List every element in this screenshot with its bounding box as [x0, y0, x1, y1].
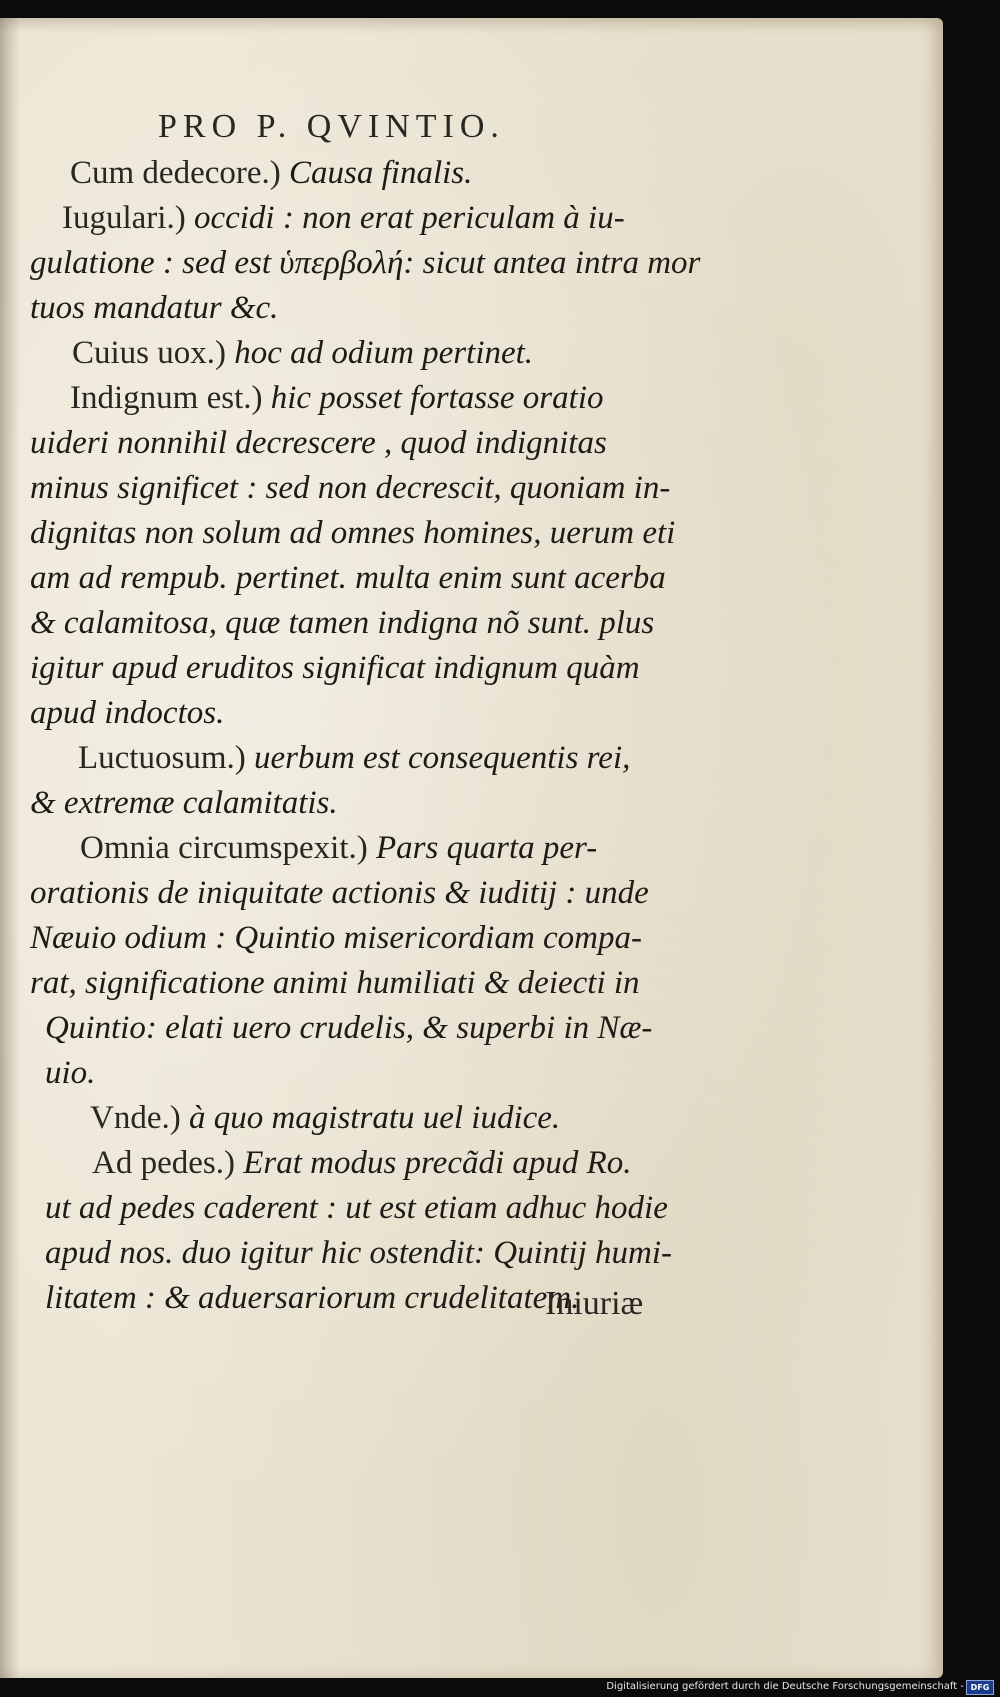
- lemma: Indignum est.): [70, 380, 263, 416]
- text-line: [30, 605, 654, 642]
- text-line: [30, 875, 649, 912]
- text-line: [30, 650, 640, 687]
- text-line: [45, 1280, 579, 1317]
- gloss-text: Causa finalis.: [280, 155, 473, 191]
- gloss-text: occidi : non erat periculam à iu-: [185, 200, 625, 236]
- gloss-text: uideri nonnihil decrescere , quod indignitas: [30, 425, 607, 461]
- lemma: Luctuosum.): [78, 740, 246, 776]
- lemma: Vnde.): [90, 1100, 181, 1136]
- funding-notice: Digitalisierung gefördert durch die Deutsche Forschungsgemeinschaft -: [606, 1681, 964, 1692]
- lemma: Iugulari.): [62, 200, 186, 236]
- gloss-text: & extremæ calamitatis.: [30, 785, 338, 821]
- text-line: [30, 245, 700, 282]
- lemma: Omnia circumspexit.): [80, 830, 368, 866]
- text-line: [72, 335, 533, 372]
- lemma: Ad pedes.): [92, 1145, 235, 1181]
- gloss-text: apud indoctos.: [30, 695, 225, 731]
- text-line: [62, 200, 625, 237]
- gloss-text: minus significet : sed non decrescit, quoniam in-: [30, 470, 671, 506]
- text-line: [45, 1010, 652, 1047]
- text-line: [30, 515, 675, 552]
- text-line: [45, 1055, 95, 1092]
- lemma: Cuius uox.): [72, 335, 227, 371]
- text-line: [70, 155, 472, 192]
- text-line: [30, 920, 642, 957]
- gloss-text: hoc ad odium pertinet.: [226, 335, 534, 371]
- catchword: Iniuriæ: [545, 1285, 644, 1322]
- gloss-text: am ad rempub. pertinet. multa enim sunt acerba: [30, 560, 666, 596]
- gloss-text: tuos mandatur &c.: [30, 290, 279, 326]
- text-line: [45, 1235, 672, 1272]
- gloss-text: igitur apud eruditos significat indignum quàm: [30, 650, 640, 686]
- gloss-text: uerbum est consequentis rei,: [245, 740, 631, 776]
- gloss-text: litatem : & aduersariorum crudelitatem.: [45, 1280, 580, 1316]
- text-line: [45, 1190, 668, 1227]
- text-line: [30, 785, 338, 822]
- gloss-text: & calamitosa, quæ tamen indigna nõ sunt. plus: [30, 605, 655, 641]
- gloss-text: ut ad pedes caderent : ut est etiam adhuc hodie: [45, 1190, 668, 1226]
- gloss-text: Næuio odium : Quintio misericordiam compa-: [30, 920, 642, 956]
- text-line: [80, 830, 597, 867]
- page-gutter-shadow: [0, 18, 20, 1678]
- text-line: [30, 470, 670, 507]
- gloss-text: à quo magistratu uel iudice.: [180, 1100, 561, 1136]
- gloss-text: uio.: [45, 1055, 96, 1091]
- text-line: [78, 740, 630, 777]
- text-line: [30, 290, 278, 327]
- text-line: [30, 425, 607, 462]
- gloss-text: Erat modus precãdi apud Ro.: [234, 1145, 632, 1181]
- text-line: [90, 1100, 560, 1137]
- lemma: Cum dedecore.): [70, 155, 281, 191]
- gloss-text: Pars quarta per-: [367, 830, 598, 866]
- gloss-text: gulatione : sed est ὑπερβολή: sicut antea intra mor: [30, 245, 701, 281]
- text-line: [92, 1145, 632, 1182]
- gloss-text: rat, significatione animi humiliati & deiecti in: [30, 965, 640, 1001]
- gloss-text: dignitas non solum ad omnes homines, uerum eti: [30, 515, 676, 551]
- running-head: PRO P. QVINTIO.: [158, 108, 505, 145]
- text-line: [30, 965, 640, 1002]
- text-line: [30, 560, 666, 597]
- text-line: [30, 695, 224, 732]
- gloss-text: hic posset fortasse oratio: [262, 380, 604, 416]
- dfg-logo-icon: DFG: [966, 1680, 994, 1695]
- gloss-text: orationis de iniquitate actionis & iuditij : unde: [30, 875, 649, 911]
- text-line: [70, 380, 604, 417]
- gloss-text: Quintio: elati uero crudelis, & superbi in Næ-: [45, 1010, 653, 1046]
- gloss-text: apud nos. duo igitur hic ostendit: Quintij humi-: [45, 1235, 672, 1271]
